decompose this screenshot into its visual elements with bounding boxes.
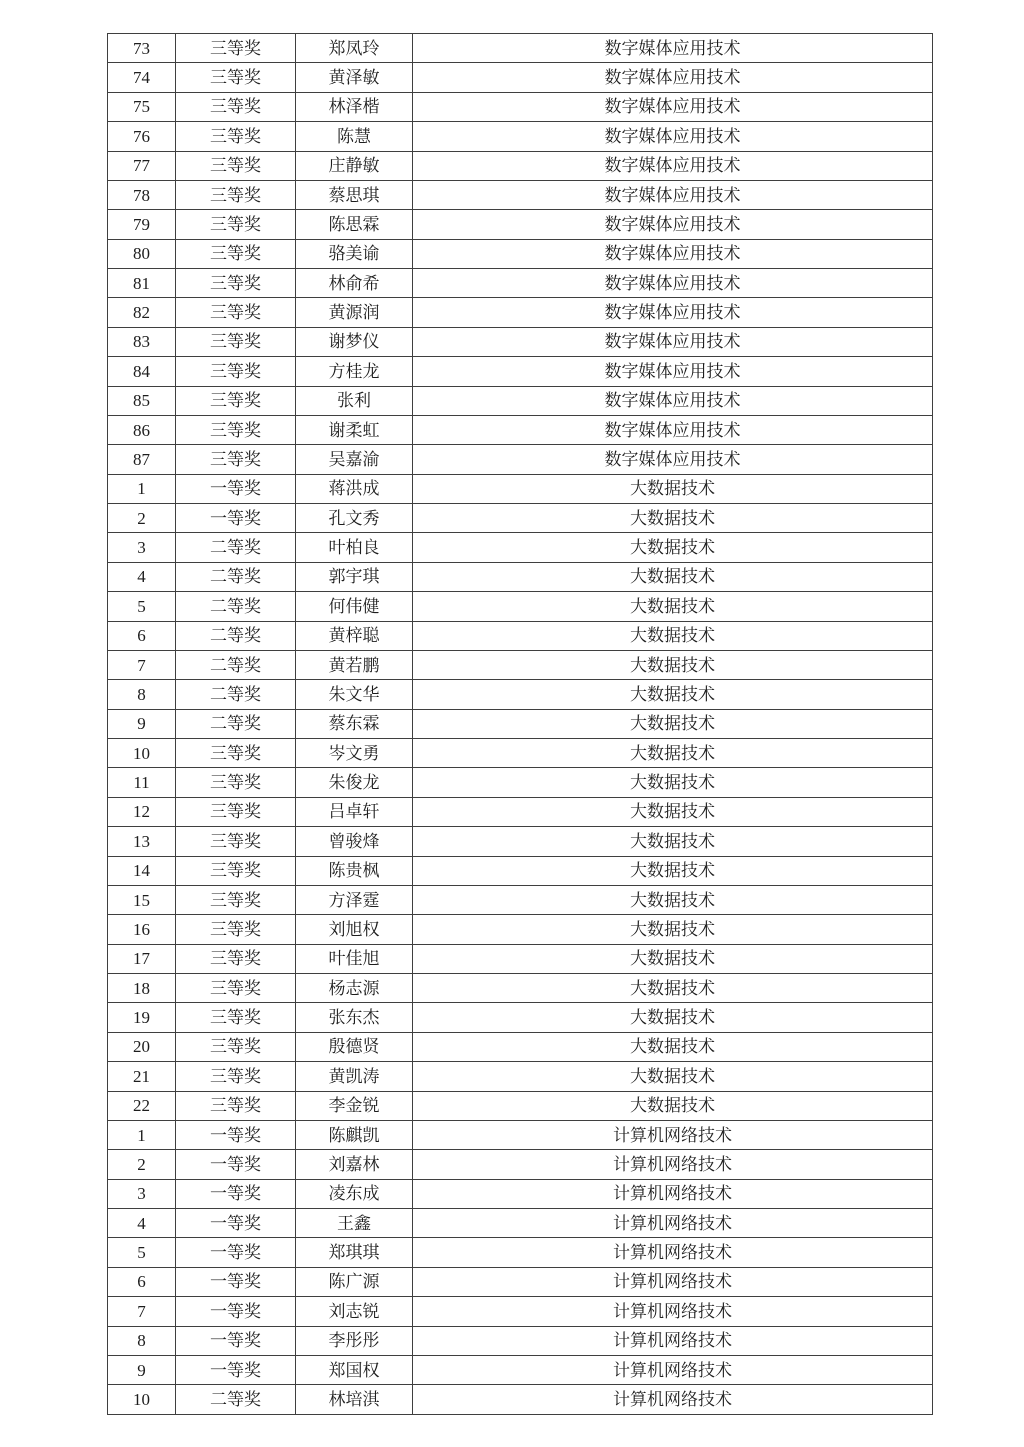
cell-name: 张利 bbox=[296, 386, 413, 415]
cell-name: 张东杰 bbox=[296, 1003, 413, 1032]
cell-major: 计算机网络技术 bbox=[413, 1297, 933, 1326]
cell-no: 3 bbox=[108, 533, 176, 562]
cell-no: 2 bbox=[108, 1150, 176, 1179]
cell-major: 数字媒体应用技术 bbox=[413, 415, 933, 444]
cell-name: 蔡思琪 bbox=[296, 180, 413, 209]
cell-name: 林泽楷 bbox=[296, 92, 413, 121]
cell-name: 何伟健 bbox=[296, 592, 413, 621]
cell-major: 大数据技术 bbox=[413, 797, 933, 826]
cell-major: 数字媒体应用技术 bbox=[413, 327, 933, 356]
cell-award: 三等奖 bbox=[176, 357, 296, 386]
cell-name: 朱文华 bbox=[296, 680, 413, 709]
table-row bbox=[108, 1150, 933, 1179]
cell-major: 数字媒体应用技术 bbox=[413, 34, 933, 63]
cell-award: 三等奖 bbox=[176, 827, 296, 856]
table-row bbox=[108, 680, 933, 709]
table-row bbox=[108, 210, 933, 239]
table-row bbox=[108, 386, 933, 415]
cell-name: 黄源润 bbox=[296, 298, 413, 327]
table-row bbox=[108, 239, 933, 268]
table-row bbox=[108, 357, 933, 386]
cell-name: 岑文勇 bbox=[296, 739, 413, 768]
cell-no: 9 bbox=[108, 709, 176, 738]
cell-major: 大数据技术 bbox=[413, 709, 933, 738]
cell-no: 75 bbox=[108, 92, 176, 121]
cell-major: 计算机网络技术 bbox=[413, 1355, 933, 1384]
cell-no: 2 bbox=[108, 504, 176, 533]
cell-no: 19 bbox=[108, 1003, 176, 1032]
cell-name: 殷德贤 bbox=[296, 1032, 413, 1061]
cell-award: 二等奖 bbox=[176, 650, 296, 679]
cell-major: 大数据技术 bbox=[413, 885, 933, 914]
cell-no: 8 bbox=[108, 1326, 176, 1355]
cell-name: 陈贵枫 bbox=[296, 856, 413, 885]
table-row bbox=[108, 1326, 933, 1355]
cell-award: 二等奖 bbox=[176, 1385, 296, 1414]
cell-no: 74 bbox=[108, 63, 176, 92]
table-row bbox=[108, 533, 933, 562]
cell-award: 一等奖 bbox=[176, 1209, 296, 1238]
cell-no: 87 bbox=[108, 445, 176, 474]
cell-name: 谢柔虹 bbox=[296, 415, 413, 444]
table-row bbox=[108, 885, 933, 914]
cell-major: 数字媒体应用技术 bbox=[413, 386, 933, 415]
cell-major: 大数据技术 bbox=[413, 1091, 933, 1120]
table-row bbox=[108, 797, 933, 826]
cell-name: 黄泽敏 bbox=[296, 63, 413, 92]
cell-no: 81 bbox=[108, 269, 176, 298]
table-row bbox=[108, 856, 933, 885]
cell-major: 大数据技术 bbox=[413, 474, 933, 503]
cell-award: 三等奖 bbox=[176, 63, 296, 92]
cell-award: 一等奖 bbox=[176, 474, 296, 503]
table-row bbox=[108, 445, 933, 474]
cell-no: 84 bbox=[108, 357, 176, 386]
table-row bbox=[108, 1003, 933, 1032]
cell-name: 骆美谕 bbox=[296, 239, 413, 268]
cell-name: 吴嘉渝 bbox=[296, 445, 413, 474]
table-row bbox=[108, 1091, 933, 1120]
cell-award: 一等奖 bbox=[176, 1297, 296, 1326]
cell-name: 黄梓聪 bbox=[296, 621, 413, 650]
table-row bbox=[108, 122, 933, 151]
cell-no: 14 bbox=[108, 856, 176, 885]
table-row bbox=[108, 709, 933, 738]
cell-no: 6 bbox=[108, 621, 176, 650]
table-row bbox=[108, 1355, 933, 1384]
table-row bbox=[108, 298, 933, 327]
cell-major: 数字媒体应用技术 bbox=[413, 180, 933, 209]
table-row bbox=[108, 1062, 933, 1091]
cell-no: 77 bbox=[108, 151, 176, 180]
cell-major: 大数据技术 bbox=[413, 739, 933, 768]
cell-no: 5 bbox=[108, 1238, 176, 1267]
cell-award: 三等奖 bbox=[176, 269, 296, 298]
cell-major: 大数据技术 bbox=[413, 504, 933, 533]
cell-major: 大数据技术 bbox=[413, 562, 933, 591]
table-row bbox=[108, 739, 933, 768]
cell-major: 大数据技术 bbox=[413, 827, 933, 856]
cell-major: 大数据技术 bbox=[413, 974, 933, 1003]
cell-name: 方泽霆 bbox=[296, 885, 413, 914]
cell-award: 一等奖 bbox=[176, 1267, 296, 1296]
table-row bbox=[108, 180, 933, 209]
cell-award: 二等奖 bbox=[176, 533, 296, 562]
cell-major: 大数据技术 bbox=[413, 768, 933, 797]
cell-no: 20 bbox=[108, 1032, 176, 1061]
table-row bbox=[108, 944, 933, 973]
cell-name: 叶柏良 bbox=[296, 533, 413, 562]
table-row bbox=[108, 650, 933, 679]
cell-no: 73 bbox=[108, 34, 176, 63]
cell-name: 孔文秀 bbox=[296, 504, 413, 533]
cell-no: 7 bbox=[108, 650, 176, 679]
table-row bbox=[108, 151, 933, 180]
cell-major: 大数据技术 bbox=[413, 1062, 933, 1091]
table-row bbox=[108, 1297, 933, 1326]
cell-major: 计算机网络技术 bbox=[413, 1120, 933, 1149]
cell-major: 计算机网络技术 bbox=[413, 1326, 933, 1355]
cell-no: 79 bbox=[108, 210, 176, 239]
cell-name: 林俞希 bbox=[296, 269, 413, 298]
cell-major: 数字媒体应用技术 bbox=[413, 445, 933, 474]
table-row bbox=[108, 63, 933, 92]
cell-no: 4 bbox=[108, 1209, 176, 1238]
cell-no: 13 bbox=[108, 827, 176, 856]
cell-major: 大数据技术 bbox=[413, 621, 933, 650]
table-row bbox=[108, 1385, 933, 1414]
cell-name: 刘志锐 bbox=[296, 1297, 413, 1326]
cell-no: 80 bbox=[108, 239, 176, 268]
cell-major: 大数据技术 bbox=[413, 533, 933, 562]
cell-award: 三等奖 bbox=[176, 151, 296, 180]
cell-no: 17 bbox=[108, 944, 176, 973]
cell-name: 朱俊龙 bbox=[296, 768, 413, 797]
cell-major: 数字媒体应用技术 bbox=[413, 298, 933, 327]
cell-award: 三等奖 bbox=[176, 885, 296, 914]
cell-name: 蒋洪成 bbox=[296, 474, 413, 503]
cell-major: 计算机网络技术 bbox=[413, 1267, 933, 1296]
cell-no: 7 bbox=[108, 1297, 176, 1326]
cell-award: 三等奖 bbox=[176, 180, 296, 209]
table-row bbox=[108, 974, 933, 1003]
cell-major: 大数据技术 bbox=[413, 944, 933, 973]
table-row bbox=[108, 1209, 933, 1238]
cell-award: 三等奖 bbox=[176, 974, 296, 1003]
cell-no: 15 bbox=[108, 885, 176, 914]
table-row bbox=[108, 1179, 933, 1208]
cell-award: 二等奖 bbox=[176, 621, 296, 650]
table-row bbox=[108, 592, 933, 621]
award-table-body bbox=[108, 34, 933, 1415]
table-row bbox=[108, 34, 933, 63]
cell-no: 11 bbox=[108, 768, 176, 797]
cell-award: 三等奖 bbox=[176, 1032, 296, 1061]
cell-name: 陈麒凯 bbox=[296, 1120, 413, 1149]
cell-no: 10 bbox=[108, 739, 176, 768]
cell-no: 8 bbox=[108, 680, 176, 709]
cell-major: 大数据技术 bbox=[413, 1003, 933, 1032]
cell-award: 一等奖 bbox=[176, 1238, 296, 1267]
cell-name: 郭宇琪 bbox=[296, 562, 413, 591]
table-row bbox=[108, 504, 933, 533]
cell-no: 4 bbox=[108, 562, 176, 591]
cell-major: 数字媒体应用技术 bbox=[413, 210, 933, 239]
cell-major: 数字媒体应用技术 bbox=[413, 239, 933, 268]
cell-award: 三等奖 bbox=[176, 1091, 296, 1120]
cell-award: 一等奖 bbox=[176, 1150, 296, 1179]
cell-name: 杨志源 bbox=[296, 974, 413, 1003]
cell-award: 一等奖 bbox=[176, 1326, 296, 1355]
cell-name: 王鑫 bbox=[296, 1209, 413, 1238]
cell-name: 黄凯涛 bbox=[296, 1062, 413, 1091]
cell-award: 三等奖 bbox=[176, 856, 296, 885]
cell-no: 82 bbox=[108, 298, 176, 327]
cell-no: 85 bbox=[108, 386, 176, 415]
table-row bbox=[108, 327, 933, 356]
cell-award: 三等奖 bbox=[176, 327, 296, 356]
table-row bbox=[108, 269, 933, 298]
cell-name: 曾骏烽 bbox=[296, 827, 413, 856]
cell-no: 21 bbox=[108, 1062, 176, 1091]
cell-award: 三等奖 bbox=[176, 915, 296, 944]
table-row bbox=[108, 92, 933, 121]
cell-major: 计算机网络技术 bbox=[413, 1150, 933, 1179]
cell-name: 谢梦仪 bbox=[296, 327, 413, 356]
cell-name: 陈慧 bbox=[296, 122, 413, 151]
table-row bbox=[108, 1267, 933, 1296]
cell-major: 数字媒体应用技术 bbox=[413, 151, 933, 180]
table-row bbox=[108, 415, 933, 444]
cell-award: 三等奖 bbox=[176, 34, 296, 63]
cell-name: 叶佳旭 bbox=[296, 944, 413, 973]
cell-name: 李金锐 bbox=[296, 1091, 413, 1120]
cell-award: 三等奖 bbox=[176, 122, 296, 151]
cell-major: 大数据技术 bbox=[413, 1032, 933, 1061]
cell-no: 10 bbox=[108, 1385, 176, 1414]
cell-award: 三等奖 bbox=[176, 1003, 296, 1032]
cell-no: 78 bbox=[108, 180, 176, 209]
cell-major: 计算机网络技术 bbox=[413, 1238, 933, 1267]
cell-major: 大数据技术 bbox=[413, 680, 933, 709]
cell-no: 86 bbox=[108, 415, 176, 444]
cell-name: 刘嘉林 bbox=[296, 1150, 413, 1179]
cell-major: 大数据技术 bbox=[413, 856, 933, 885]
cell-no: 9 bbox=[108, 1355, 176, 1384]
table-row bbox=[108, 827, 933, 856]
cell-no: 1 bbox=[108, 1120, 176, 1149]
table-row bbox=[108, 915, 933, 944]
cell-major: 大数据技术 bbox=[413, 650, 933, 679]
cell-name: 刘旭权 bbox=[296, 915, 413, 944]
cell-major: 计算机网络技术 bbox=[413, 1209, 933, 1238]
cell-no: 1 bbox=[108, 474, 176, 503]
cell-major: 大数据技术 bbox=[413, 592, 933, 621]
cell-award: 二等奖 bbox=[176, 562, 296, 591]
cell-award: 三等奖 bbox=[176, 797, 296, 826]
cell-award: 三等奖 bbox=[176, 944, 296, 973]
table-row bbox=[108, 621, 933, 650]
cell-award: 一等奖 bbox=[176, 1120, 296, 1149]
cell-major: 大数据技术 bbox=[413, 915, 933, 944]
cell-award: 二等奖 bbox=[176, 709, 296, 738]
table-row bbox=[108, 1238, 933, 1267]
cell-award: 三等奖 bbox=[176, 1062, 296, 1091]
cell-name: 陈思霖 bbox=[296, 210, 413, 239]
cell-name: 李彤彤 bbox=[296, 1326, 413, 1355]
cell-award: 三等奖 bbox=[176, 739, 296, 768]
cell-name: 郑琪琪 bbox=[296, 1238, 413, 1267]
cell-name: 庄静敏 bbox=[296, 151, 413, 180]
cell-no: 76 bbox=[108, 122, 176, 151]
cell-name: 陈广源 bbox=[296, 1267, 413, 1296]
cell-no: 5 bbox=[108, 592, 176, 621]
cell-award: 三等奖 bbox=[176, 386, 296, 415]
cell-award: 二等奖 bbox=[176, 680, 296, 709]
cell-major: 数字媒体应用技术 bbox=[413, 122, 933, 151]
cell-award: 三等奖 bbox=[176, 298, 296, 327]
cell-no: 22 bbox=[108, 1091, 176, 1120]
cell-no: 6 bbox=[108, 1267, 176, 1296]
cell-award: 二等奖 bbox=[176, 592, 296, 621]
cell-award: 三等奖 bbox=[176, 210, 296, 239]
cell-name: 蔡东霖 bbox=[296, 709, 413, 738]
cell-award: 一等奖 bbox=[176, 504, 296, 533]
cell-no: 83 bbox=[108, 327, 176, 356]
cell-major: 数字媒体应用技术 bbox=[413, 63, 933, 92]
cell-award: 三等奖 bbox=[176, 239, 296, 268]
cell-no: 12 bbox=[108, 797, 176, 826]
cell-award: 三等奖 bbox=[176, 445, 296, 474]
cell-no: 18 bbox=[108, 974, 176, 1003]
table-row bbox=[108, 1032, 933, 1061]
cell-major: 计算机网络技术 bbox=[413, 1385, 933, 1414]
table-row bbox=[108, 562, 933, 591]
cell-no: 16 bbox=[108, 915, 176, 944]
cell-major: 计算机网络技术 bbox=[413, 1179, 933, 1208]
cell-award: 一等奖 bbox=[176, 1355, 296, 1384]
cell-name: 黄若鹏 bbox=[296, 650, 413, 679]
award-table bbox=[107, 33, 933, 1415]
cell-name: 吕卓轩 bbox=[296, 797, 413, 826]
cell-award: 三等奖 bbox=[176, 415, 296, 444]
cell-name: 方桂龙 bbox=[296, 357, 413, 386]
cell-no: 3 bbox=[108, 1179, 176, 1208]
cell-award: 三等奖 bbox=[176, 92, 296, 121]
cell-award: 三等奖 bbox=[176, 768, 296, 797]
cell-award: 一等奖 bbox=[176, 1179, 296, 1208]
table-row bbox=[108, 474, 933, 503]
cell-name: 郑国权 bbox=[296, 1355, 413, 1384]
table-row bbox=[108, 768, 933, 797]
cell-name: 郑凤玲 bbox=[296, 34, 413, 63]
cell-major: 数字媒体应用技术 bbox=[413, 357, 933, 386]
cell-major: 数字媒体应用技术 bbox=[413, 92, 933, 121]
cell-name: 凌东成 bbox=[296, 1179, 413, 1208]
cell-major: 数字媒体应用技术 bbox=[413, 269, 933, 298]
table-row bbox=[108, 1120, 933, 1149]
cell-name: 林培淇 bbox=[296, 1385, 413, 1414]
